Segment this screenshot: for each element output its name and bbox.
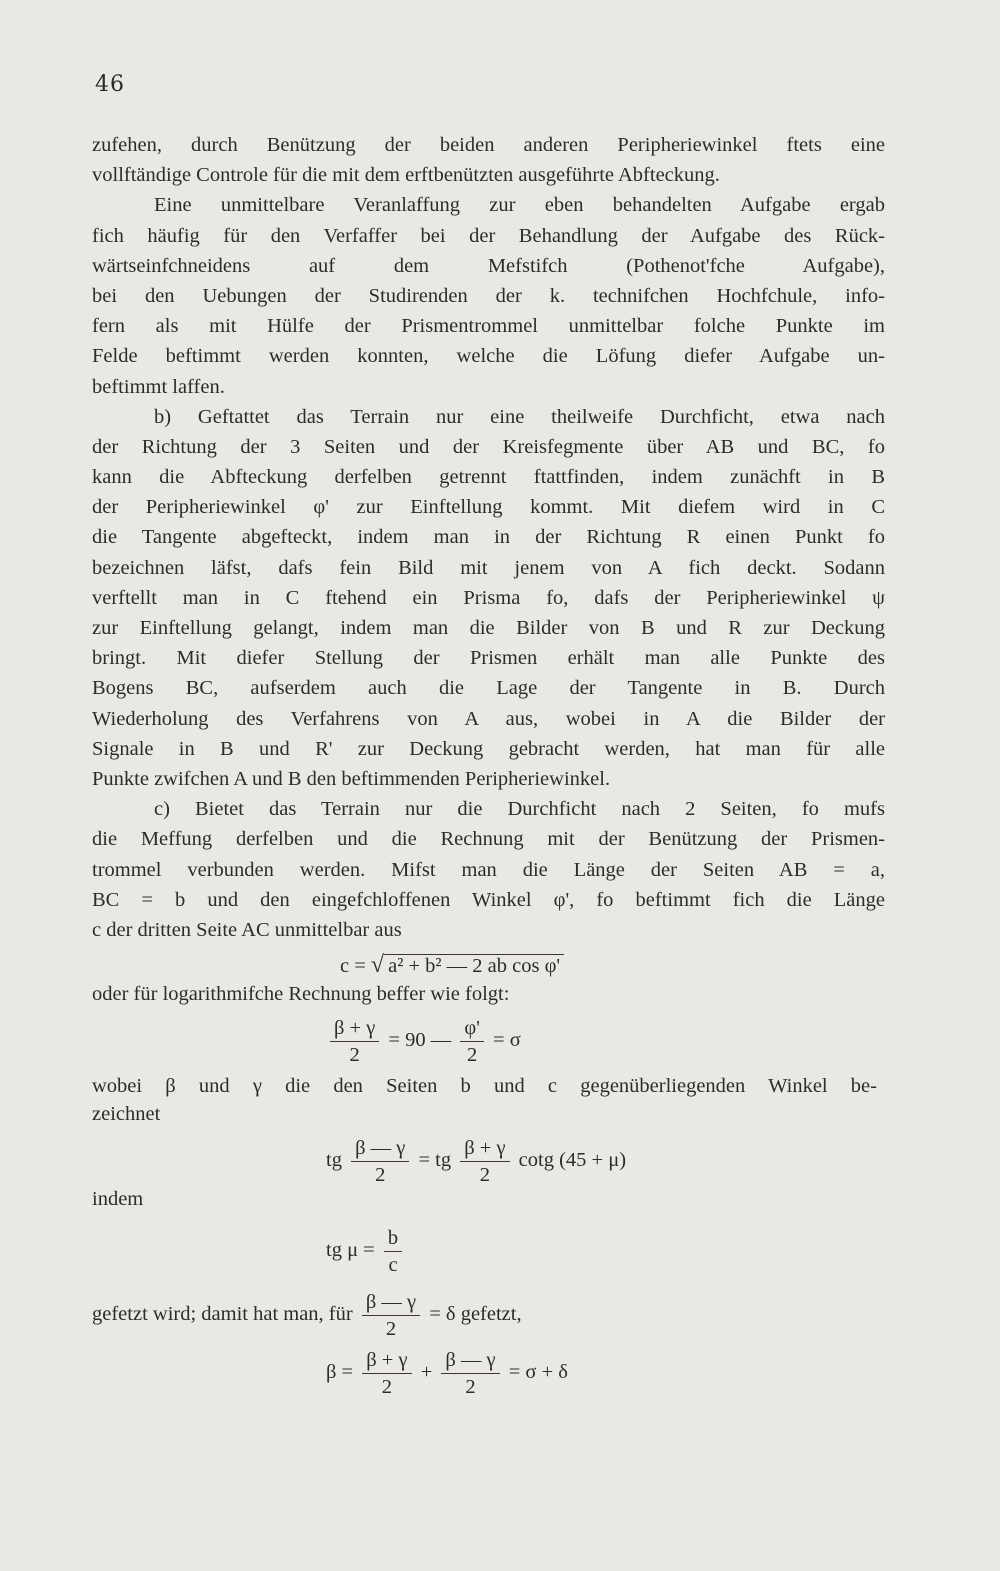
text-line: trommel verbunden werden. Mifst man die Länge der Seiten AB = a, xyxy=(92,858,885,881)
text-line: Felde beftimmt werden konnten, welche die Löfung diefer Aufgabe un- xyxy=(92,345,885,368)
sqrt-sign: √ xyxy=(370,952,385,978)
denominator: 2 xyxy=(381,1376,393,1398)
fraction xyxy=(460,1016,484,1067)
formula-rhs: = σ xyxy=(493,1029,521,1052)
text-line: vollftändige Controle für die mit dem erftbenützten ausgeführte Abfteckung. xyxy=(92,164,720,187)
text-line: c) Bietet das Terrain nur die Durchficht nach 2 Seiten, fo mufs xyxy=(154,798,885,821)
numerator: β — γ xyxy=(351,1136,409,1162)
text-line: = δ gefetzt, xyxy=(429,1303,522,1326)
formula-beta xyxy=(326,1348,568,1399)
formula-eq: = tg xyxy=(418,1149,452,1172)
radicand: a² + b² — 2 ab cos φ' xyxy=(384,954,564,978)
text-line: Bogens BC, aufserdem auch die Lage der Tangente in B. Durch xyxy=(92,677,885,700)
denominator: 2 xyxy=(375,1164,386,1186)
text-line: kann die Abfteckung derfelben getrennt ftattfinden, indem zunächft in B xyxy=(92,466,885,489)
text-line: gefetzt wird; damit hat man, für xyxy=(92,1303,353,1326)
text-line: zufehen, durch Benützung der beiden anderen Peripheriewinkel ftets eine xyxy=(92,134,885,156)
fraction xyxy=(362,1348,411,1399)
text-line: Wiederholung des Verfahrens von A aus, wobei in A die Bilder der xyxy=(92,707,885,730)
denominator: 2 xyxy=(467,1044,478,1066)
numerator: β — γ xyxy=(362,1290,420,1316)
text-line: bringt. Mit diefer Stellung der Prismen erhält man alle Punkte des xyxy=(92,647,885,670)
fraction xyxy=(460,1136,509,1187)
text-line: wobei β und γ die den Seiten b und c gegenüberliegenden Winkel be- xyxy=(92,1075,877,1097)
text-line: Signale in B und R' zur Deckung gebracht werden, hat man für alle xyxy=(92,737,885,760)
text-line: bei den Uebungen der Studirenden der k. technifchen Hochfchule, info- xyxy=(92,284,885,307)
numerator: β + γ xyxy=(362,1348,411,1374)
text-line: der Richtung der 3 Seiten und der Kreisfegmente über AB und BC, fo xyxy=(92,435,885,458)
formula-law-of-cosines xyxy=(340,952,564,979)
text-line: c der dritten Seite AC unmittelbar aus xyxy=(92,918,402,941)
body-text xyxy=(92,130,885,945)
formula-plus: + xyxy=(420,1361,433,1384)
fraction xyxy=(384,1226,402,1277)
text-line: zur Einftellung gelangt, indem man die Bilder von B und R zur Deckung xyxy=(92,617,885,639)
formula-half-sum xyxy=(326,1016,521,1067)
denominator: 2 xyxy=(349,1044,360,1066)
page-number: 46 xyxy=(95,72,125,97)
fraction xyxy=(351,1136,409,1187)
formula-lhs: c = xyxy=(340,955,366,977)
text-line: verftellt man in C ftehend ein Prisma fo, dafs der Peripheriewinkel ψ xyxy=(92,586,885,609)
text-line: Punkte zwifchen A und B den beftimmenden Peripheriewinkel. xyxy=(92,767,611,790)
formula-tg: tg xyxy=(326,1149,342,1172)
text-line: b) Geftattet das Terrain nur eine theilweife Durchficht, etwa nach xyxy=(154,405,885,428)
text-line: indem xyxy=(92,1188,144,1210)
denominator: c xyxy=(388,1254,398,1276)
text-line: die Tangente abgefteckt, indem man in der Richtung R einen Punkt fo xyxy=(92,526,885,549)
denominator: 2 xyxy=(385,1318,397,1340)
text-line: zeichnet xyxy=(92,1103,161,1125)
formula-lhs: tg μ = xyxy=(326,1239,375,1262)
fraction xyxy=(441,1348,499,1399)
formula-tg-mu xyxy=(326,1226,406,1277)
formula-rhs: cotg (45 + μ) xyxy=(518,1149,627,1172)
text-line: BC = b und den eingefchloffenen Winkel φ', fo beftimmt fich die Länge xyxy=(92,888,885,911)
text-line: Eine unmittelbare Veranlaffung zur eben behandelten Aufgabe ergab xyxy=(154,194,885,217)
formula-tangent-rule xyxy=(326,1136,626,1187)
text-line: fern als mit Hülfe der Prismentrommel unmittelbar folche Punkte im xyxy=(92,315,885,338)
text-line: wärtseinfchneidens auf dem Mefstifch (Pothenot'fche Aufgabe), xyxy=(92,254,885,277)
fraction xyxy=(330,1016,379,1067)
formula-rhs: = σ + δ xyxy=(508,1361,568,1384)
text-line: fich häufig für den Verfaffer bei der Behandlung der Aufgabe des Rück- xyxy=(92,224,885,247)
numerator: b xyxy=(384,1226,402,1252)
text-line: beftimmt laffen. xyxy=(92,375,225,398)
numerator: φ' xyxy=(460,1016,484,1042)
formula-delta-line xyxy=(92,1290,522,1341)
formula-lhs: β = xyxy=(326,1361,354,1384)
text-line: der Peripheriewinkel φ' zur Einftellung kommt. Mit diefem wird in C xyxy=(92,496,885,519)
denominator: 2 xyxy=(479,1164,490,1186)
denominator: 2 xyxy=(465,1376,476,1398)
numerator: β — γ xyxy=(441,1348,499,1374)
text-line: oder für logarithmifche Rechnung beffer wie folgt: xyxy=(92,983,510,1005)
fraction xyxy=(362,1290,420,1341)
formula-middle: = 90 — xyxy=(388,1029,452,1052)
text-line: bezeichnen läfst, dafs fein Bild mit jenem von A fich deckt. Sodann xyxy=(92,556,885,579)
text-line: die Meffung derfelben und die Rechnung mit der Benützung der Prismen- xyxy=(92,828,885,851)
numerator: β + γ xyxy=(330,1016,379,1042)
numerator: β + γ xyxy=(460,1136,509,1162)
